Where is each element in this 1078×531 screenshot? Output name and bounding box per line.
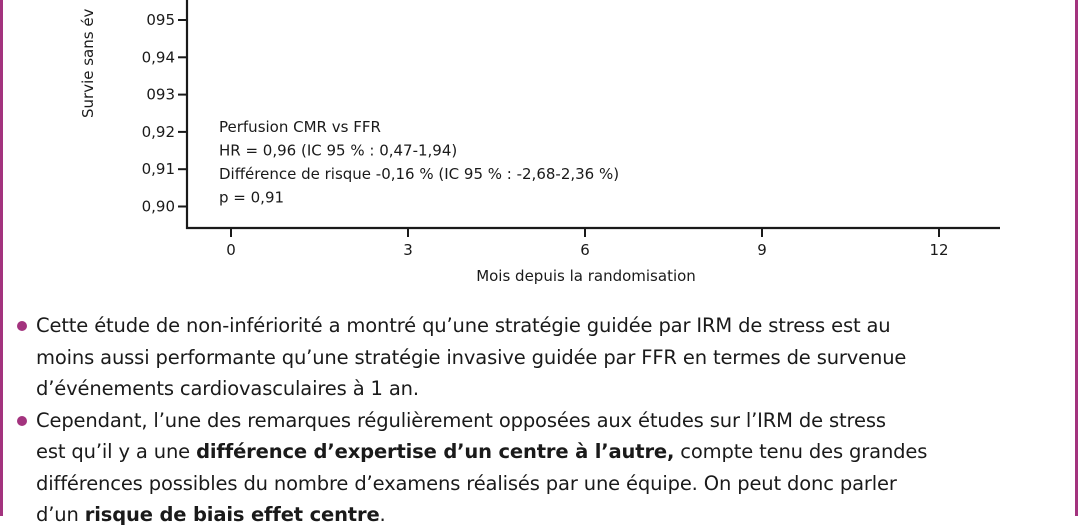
x-axis-label: Mois depuis la randomisation	[476, 267, 696, 285]
bullet-line	[36, 405, 1064, 437]
bullet-dot-icon	[17, 416, 27, 426]
x-tick-label: 6	[580, 241, 590, 259]
x-tick-label: 3	[403, 241, 413, 259]
bullet-line	[36, 373, 1064, 405]
y-axis-label: Survie sans év	[79, 8, 97, 118]
y-tick-label: 0,92	[141, 122, 175, 141]
chart-annotations	[219, 118, 619, 207]
annotation-line: Différence de risque -0,16 % (IC 95 % : -2,68-2,36 %)	[219, 165, 620, 183]
bullet-item	[14, 310, 1064, 405]
annotation-line: p = 0,91	[219, 188, 285, 207]
body-text: compte tenu des grandes	[674, 440, 928, 463]
emphasis-text: risque de biais effet centre	[84, 503, 380, 526]
bullet-line	[36, 436, 1064, 468]
x-ticks	[226, 228, 948, 259]
x-tick-label: 9	[757, 241, 767, 259]
body-text: d’un	[36, 503, 85, 526]
body-text: .	[379, 503, 386, 526]
y-tick-label: 093	[146, 85, 175, 104]
body-text: différences possibles du nombre d’examens réalisés par une équipe. On peut donc parler	[36, 471, 897, 495]
y-tick-label: 095	[146, 11, 175, 29]
bullet-line	[36, 499, 1064, 531]
y-tick-label: 0,90	[141, 197, 175, 216]
bullet-list	[14, 310, 1064, 531]
y-ticks	[142, 11, 187, 216]
annotation-line: Perfusion CMR vs FFR	[219, 118, 381, 136]
annotation-line: HR = 0,96 (IC 95 % : 0,47-1,94)	[219, 141, 458, 160]
bullet-line	[36, 310, 1064, 342]
emphasis-text: différence d’expertise d’un centre à l’autre,	[196, 440, 675, 463]
bullet-line	[36, 468, 1064, 500]
body-text: est qu’il y a une	[36, 440, 197, 463]
body-text: d’événements cardiovasculaires à 1 an.	[36, 377, 419, 400]
bullet-dot-icon	[17, 321, 27, 331]
x-tick-label: 0	[226, 241, 236, 259]
bullet-line	[36, 342, 1064, 374]
y-tick-label: 0,94	[141, 48, 175, 67]
body-text: Cependant, l’une des remarques régulièrement opposées aux études sur l’IRM de stress	[36, 408, 886, 432]
bullet-item	[14, 405, 1064, 531]
body-text: moins aussi performante qu’une stratégie invasive guidée par FFR en termes de survenue	[36, 345, 907, 369]
y-tick-label: 0,91	[141, 160, 175, 179]
body-text: Cette étude de non-infériorité a montré qu’une stratégie guidée par IRM de stress est au	[36, 314, 891, 337]
x-tick-label: 12	[929, 241, 949, 259]
